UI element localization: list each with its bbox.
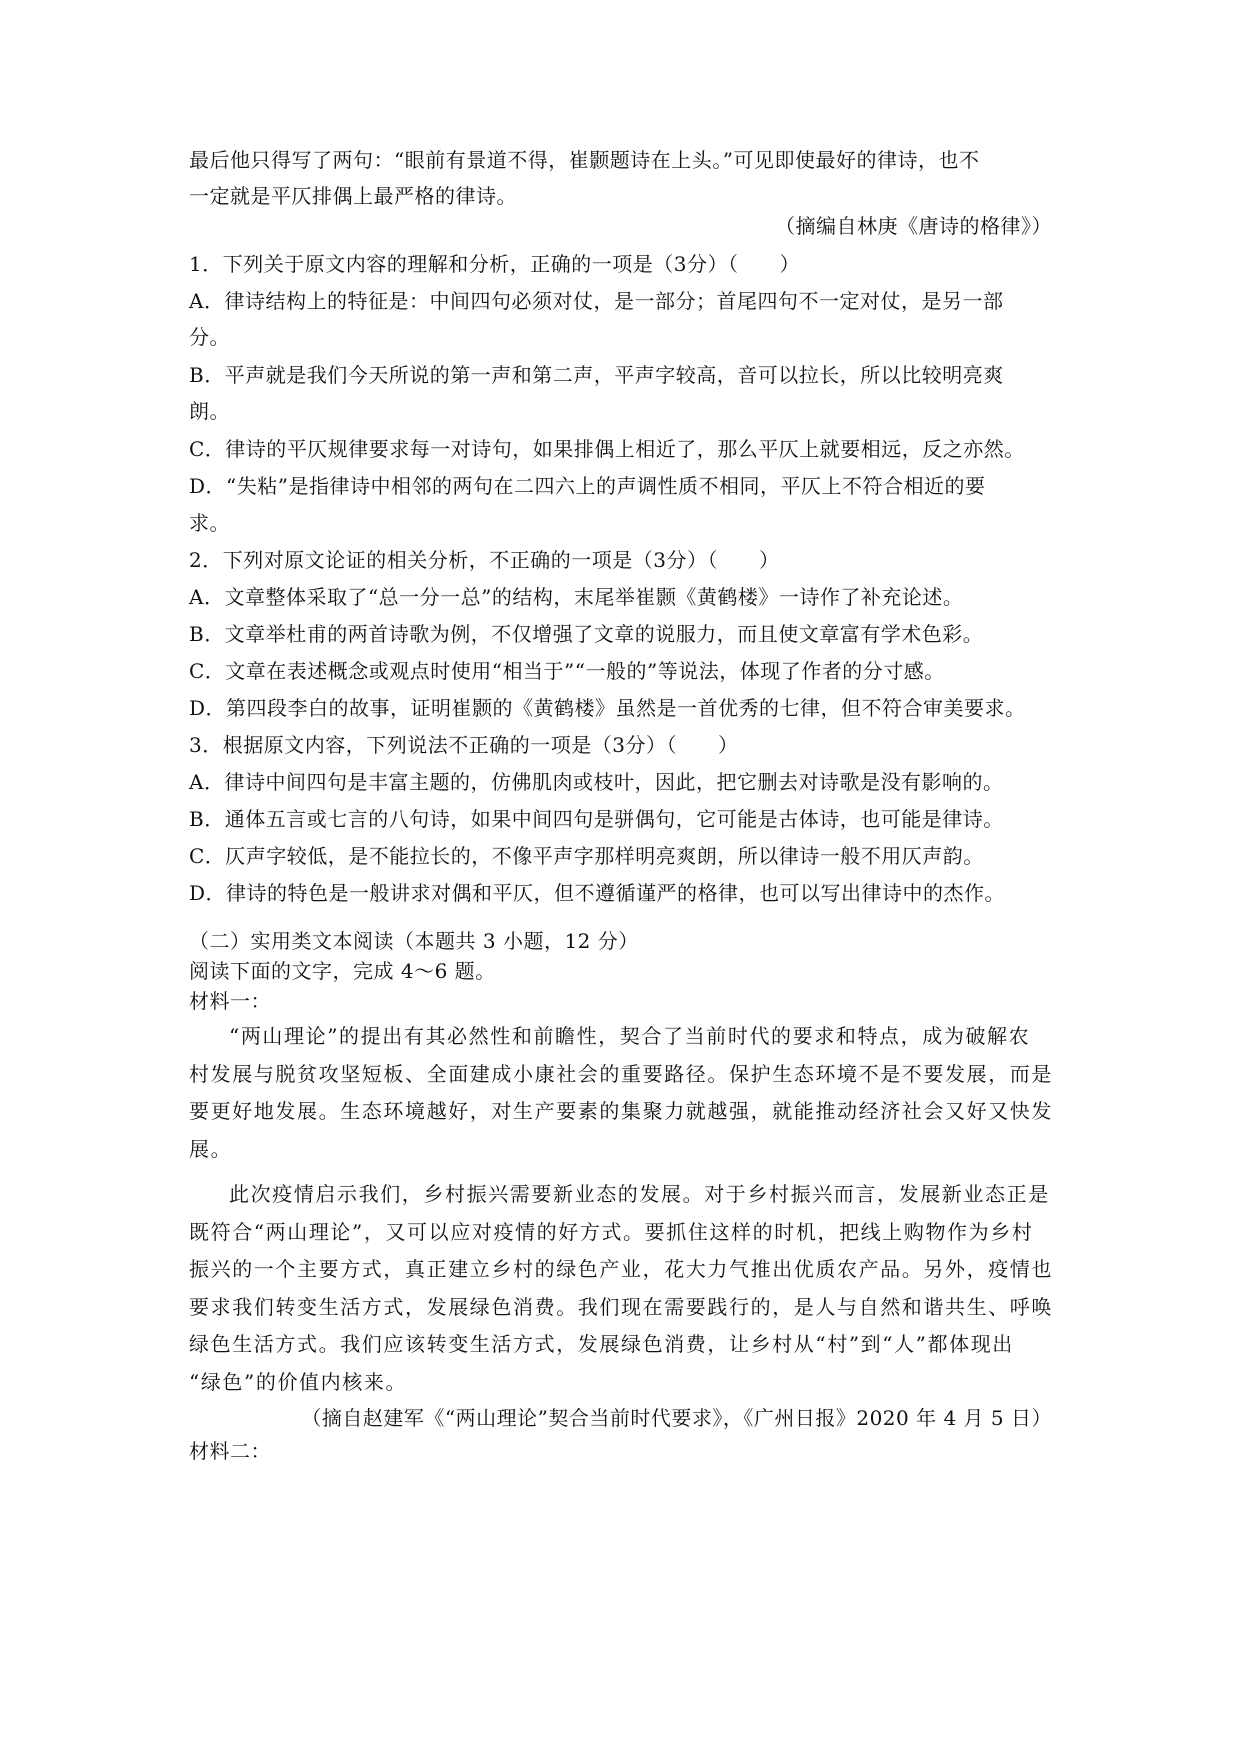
section-title: （二）实用类文本阅读（本题共 3 小题，12 分） xyxy=(189,929,639,953)
question-stem: 1．下列关于原文内容的理解和分析，正确的一项是（3分）（ ） xyxy=(189,252,800,276)
material-label: 材料一： xyxy=(189,989,271,1013)
option-line: 分。 xyxy=(189,325,230,349)
option-line: D．第四段李白的故事，证明崔颢的《黄鹤楼》虽然是一首优秀的七律，但不符合审美要求。 xyxy=(189,696,1026,720)
option-line: D．“失粘”是指律诗中相邻的两句在二四六上的声调性质不相同，平仄上不符合相近的要 xyxy=(189,474,986,498)
option-line: 朗。 xyxy=(189,399,230,423)
material-line: “绿色”的价值内核来。 xyxy=(189,1370,408,1394)
option-line: 求。 xyxy=(189,511,230,535)
passage-line: 一定就是平仄排偶上最严格的律诗。 xyxy=(189,184,517,208)
passage-source: （摘编自林庚《唐诗的格律》） xyxy=(775,214,1052,238)
material-line: 此次疫情启示我们，乡村振兴需要新业态的发展。对于乡村振兴而言，发展新业态正是 xyxy=(229,1182,1050,1206)
material-line: 绿色生活方式。我们应该转变生活方式，发展绿色消费，让乡村从“村”到“人”都体现出 xyxy=(189,1332,1014,1356)
question-stem: 3．根据原文内容，下列说法不正确的一项是（3分）（ ） xyxy=(189,733,739,757)
material-line: “两山理论”的提出有其必然性和前瞻性，契合了当前时代的要求和特点，成为破解农 xyxy=(229,1024,1031,1048)
option-line: C．律诗的平仄规律要求每一对诗句，如果排偶上相近了，那么平仄上就要相远，反之亦然。 xyxy=(189,437,1025,461)
instruction: 阅读下面的文字，完成 4～6 题。 xyxy=(189,959,496,983)
option-line: A．文章整体采取了“总一分一总”的结构，末尾举崔颢《黄鹤楼》一诗作了补充论述。 xyxy=(189,585,964,609)
option-line: D．律诗的特色是一般讲求对偶和平仄，但不遵循谨严的格律，也可以写出律诗中的杰作。 xyxy=(189,881,1006,905)
question-stem: 2．下列对原文论证的相关分析，不正确的一项是（3分）（ ） xyxy=(189,548,780,572)
option-line: B．文章举杜甫的两首诗歌为例，不仅增强了文章的说服力，而且使文章富有学术色彩。 xyxy=(189,622,984,646)
option-line: A．律诗中间四句是丰富主题的，仿佛肌肉或枝叶，因此，把它删去对诗歌是没有影响的。 xyxy=(189,770,1004,794)
option-line: B．通体五言或七言的八句诗，如果中间四句是骈偶句，它可能是古体诗，也可能是律诗。 xyxy=(189,807,1004,831)
material-source: （摘自赵建军《“两山理论”契合当前时代要求》，《广州日报》2020 年 4 月 5 日） xyxy=(301,1406,1052,1430)
option-line: C．文章在表述概念或观点时使用“相当于”“一般的”等说法，体现了作者的分寸感。 xyxy=(189,659,945,683)
material-line: 展。 xyxy=(189,1137,233,1161)
passage-line: 最后他只得写了两句：“眼前有景道不得，崔颢题诗在上头。”可见即使最好的律诗，也不 xyxy=(189,148,980,172)
option-line: A．律诗结构上的特征是：中间四句必须对仗，是一部分；首尾四句不一定对仗，是另一部 xyxy=(189,289,1004,313)
option-line: C．仄声字较低，是不能拉长的，不像平声字那样明亮爽朗，所以律诗一般不用仄声韵。 xyxy=(189,844,984,868)
option-line: B．平声就是我们今天所说的第一声和第二声，平声字较高，音可以拉长，所以比较明亮爽 xyxy=(189,363,1004,387)
material-line: 振兴的一个主要方式，真正建立乡村的绿色产业，花大力气推出优质农产品。另外，疫情也 xyxy=(189,1257,1053,1281)
material-line: 村发展与脱贫攻坚短板、全面建成小康社会的重要路径。保护生态环境不是不要发展，而是 xyxy=(189,1062,1053,1086)
material-line: 既符合“两山理论”，又可以应对疫情的好方式。要抓住这样的时机，把线上购物作为乡村 xyxy=(189,1220,1034,1244)
material-line: 要求我们转变生活方式，发展绿色消费。我们现在需要践行的，是人与自然和谐共生、呼唤 xyxy=(189,1295,1053,1319)
material-line: 要更好地发展。生态环境越好，对生产要素的集聚力就越强，就能推动经济社会又好又快发 xyxy=(189,1099,1053,1123)
material-label: 材料二： xyxy=(189,1439,271,1463)
